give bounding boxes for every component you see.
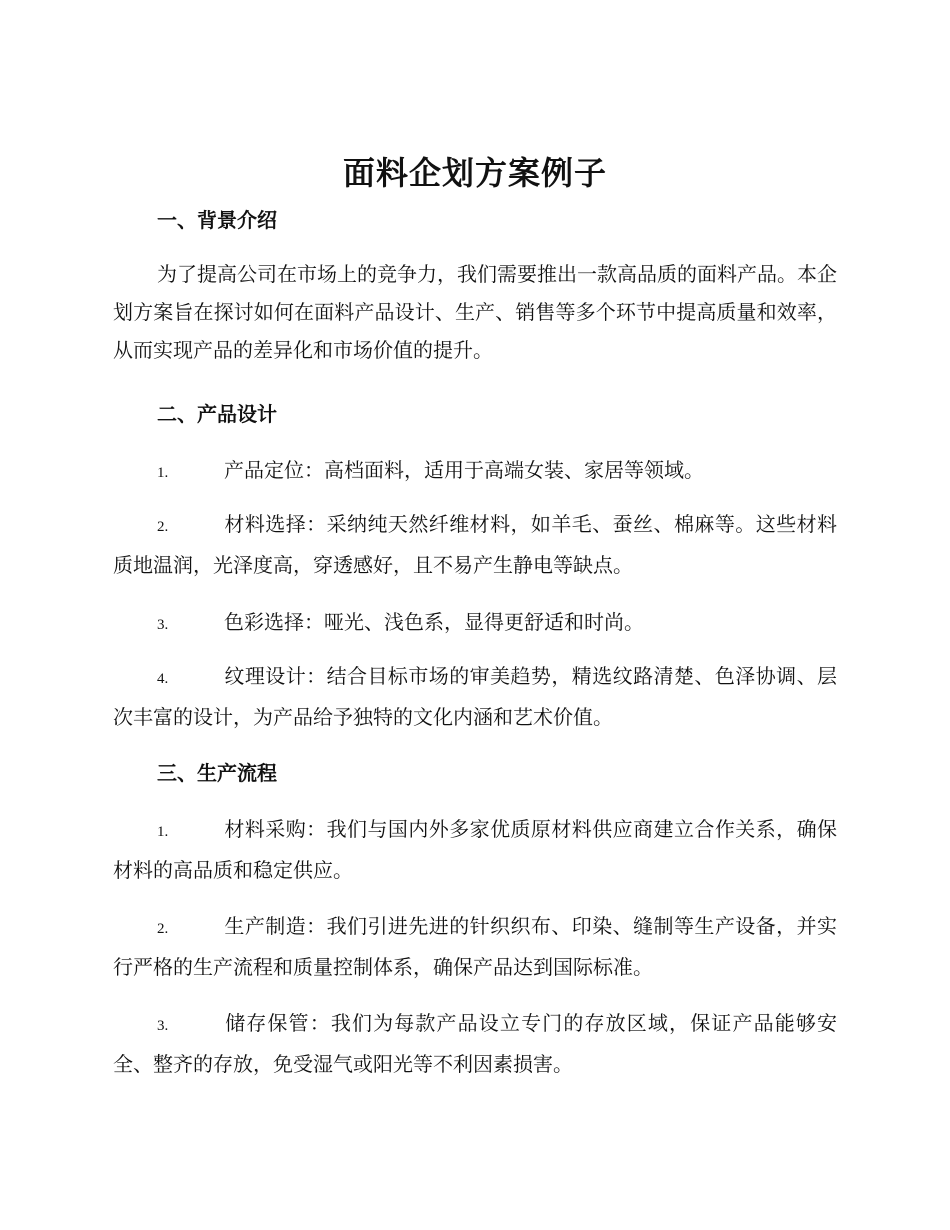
list-item [113,907,837,986]
list-item-text: 材料采购：我们与国内外多家优质原材料供应商建立合作关系，确保材料的高品质和稳定供应。 [113,817,837,882]
list-item-number: 2. [157,519,169,535]
list-item-text: 产品定位：高档面料，适用于高端女装、家居等领域。 [224,458,704,482]
list-item [113,451,837,492]
background-paragraph: 为了提高公司在市场上的竞争力，我们需要推出一款高品质的面料产品。本企划方案旨在探讨如何在面料产品设计、生产、销售等多个环节中提高质量和效率，从而实现产品的差异化和市场价值的提升。 [113,262,837,362]
list-item-number: 3. [157,1018,169,1034]
list-item [113,810,837,889]
page-title: 面料企划方案例子 [342,154,607,192]
list-item-number: 3. [157,617,169,633]
list-item-number: 1. [157,465,169,481]
list-item-text: 生产制造：我们引进先进的针织织布、印染、缝制等生产设备，并实行严格的生产流程和质量控制体系，确保产品达到国际标准。 [113,914,837,979]
list-item-number: 2. [157,921,169,937]
list-item-text: 纹理设计：结合目标市场的审美趋势，精选纹路清楚、色泽协调、层次丰富的设计，为产品给予独特的文化内涵和艺术价值。 [113,664,837,729]
section-heading-production-process: 三、生产流程 [157,761,277,785]
list-item [113,1004,837,1083]
list-item-number: 4. [157,671,169,687]
list-item-text: 储存保管：我们为每款产品设立专门的存放区域，保证产品能够安全、整齐的存放，免受湿气或阳光等不利因素损害。 [113,1011,837,1076]
list-item-text: 色彩选择：哑光、浅色系，显得更舒适和时尚。 [224,610,644,634]
section-heading-background: 一、背景介绍 [157,208,277,232]
list-item-number: 1. [157,824,169,840]
list-item [113,657,837,736]
section-heading-product-design: 二、产品设计 [157,402,277,426]
list-item [113,505,837,584]
list-item [113,603,837,644]
list-item-text: 材料选择：采纳纯天然纤维材料，如羊毛、蚕丝、棉麻等。这些材料质地温润，光泽度高，穿透感好，且不易产生静电等缺点。 [113,512,837,577]
